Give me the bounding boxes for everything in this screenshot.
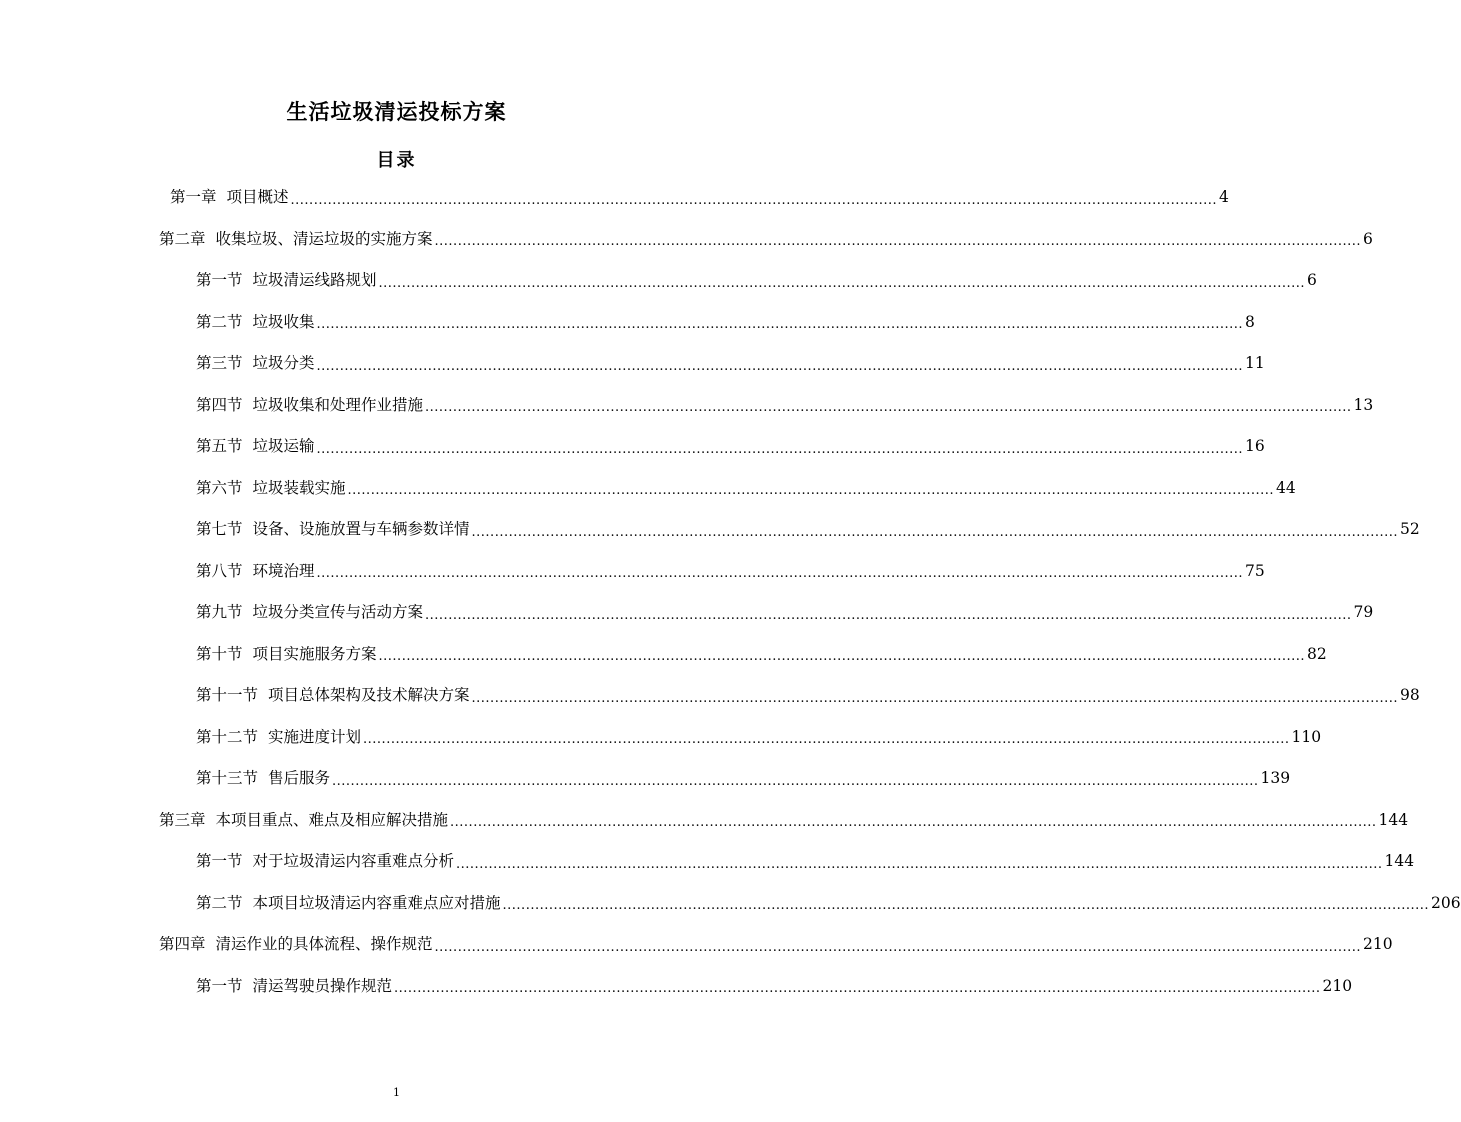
toc-entry[interactable]	[196, 967, 1353, 1007]
toc-entry[interactable]	[159, 220, 1373, 260]
toc-entry[interactable]	[196, 303, 1255, 343]
toc-entry-page: 13	[1353, 395, 1374, 414]
toc-entry[interactable]	[159, 925, 1393, 965]
toc-dot-leader: ........................................................................................................................................................................................................	[425, 400, 1352, 415]
toc-dot-leader: ........................................................................................................................................................................................................	[434, 234, 1361, 249]
toc-dot-leader: ........................................................................................................................................................................................................	[378, 649, 1305, 664]
toc-dot-leader: ........................................................................................................................................................................................................	[290, 192, 1217, 208]
toc-entry-page: 75	[1245, 561, 1265, 580]
toc-dot-leader: ........................................................................................................................................................................................................	[316, 566, 1243, 581]
toc-dot-leader: ........................................................................................................................................................................................................	[394, 981, 1321, 996]
toc-dot-leader: ........................................................................................................................................................................................................	[502, 898, 1429, 913]
toc-entry-page: 210	[1363, 935, 1393, 954]
toc-dot-leader: ........................................................................................................................................................................................................	[332, 773, 1259, 789]
toc-dot-leader: ........................................................................................................................................................................................................	[425, 607, 1352, 623]
toc-entry-number: 第八节	[196, 561, 243, 580]
toc-entry-number: 第二节	[196, 893, 243, 912]
toc-entry-title: 设备、设施放置与车辆参数详情	[252, 520, 470, 539]
toc-entry[interactable]	[196, 552, 1265, 592]
toc-dot-leader: ........................................................................................................................................................................................................	[471, 524, 1398, 540]
toc-entry-number: 第五节	[196, 437, 243, 456]
toc-entry-number: 第一节	[196, 271, 243, 290]
toc-entry[interactable]	[196, 635, 1327, 675]
toc-entry-number: 第十三节	[196, 769, 259, 788]
toc-entry-number: 第七节	[196, 520, 243, 539]
toc-entry-number: 第十节	[196, 644, 243, 663]
toc-entry[interactable]	[159, 801, 1409, 841]
toc-entry-title: 垃圾装载实施	[252, 478, 346, 497]
toc-entry-title: 收集垃圾、清运垃圾的实施方案	[215, 229, 433, 248]
toc-dot-leader: ........................................................................................................................................................................................................	[378, 275, 1305, 291]
toc-entry[interactable]	[196, 842, 1415, 882]
toc-entry-number: 第六节	[196, 478, 243, 497]
toc-entry-page: 11	[1245, 354, 1265, 373]
toc-entry-page: 144	[1384, 852, 1415, 871]
toc-entry-title: 清运驾驶员操作规范	[252, 976, 393, 995]
toc-entry-title: 对于垃圾清运内容重难点分析	[252, 852, 455, 871]
toc-entry-page: 139	[1260, 769, 1291, 788]
toc-entry-number: 第四章	[159, 935, 206, 954]
toc-entry-page: 79	[1353, 603, 1374, 622]
toc-entry-title: 本项目垃圾清运内容重难点应对措施	[252, 893, 501, 912]
toc-entry-page: 16	[1245, 437, 1265, 456]
toc-entry-number: 第一节	[196, 976, 243, 995]
toc-entry[interactable]	[196, 718, 1322, 758]
toc-entry[interactable]	[196, 759, 1291, 799]
toc-entry[interactable]	[196, 261, 1317, 301]
toc-entry[interactable]	[196, 676, 1420, 716]
toc-entry-number: 第十二节	[196, 727, 259, 746]
toc-entry-title: 垃圾运输	[252, 437, 315, 456]
toc-entry-page: 206	[1431, 893, 1461, 912]
toc-dot-leader: ........................................................................................................................................................................................................	[316, 441, 1243, 457]
toc-entry-title: 项目概述	[226, 188, 289, 207]
toc-entry-page: 44	[1276, 478, 1296, 497]
toc-entry[interactable]	[196, 427, 1265, 467]
toc-entry-number: 第十一节	[196, 686, 259, 705]
toc-dot-leader: ........................................................................................................................................................................................................	[434, 939, 1361, 955]
toc-entry-page: 144	[1378, 810, 1409, 829]
toc-dot-leader: ........................................................................................................................................................................................................	[363, 732, 1290, 747]
toc-entry-number: 第一节	[196, 852, 243, 871]
toc-entry[interactable]	[196, 386, 1374, 426]
toc-entry-page: 210	[1322, 976, 1353, 995]
toc-entry[interactable]	[196, 884, 1461, 924]
toc-entry[interactable]	[196, 469, 1296, 509]
toc-entry-title: 垃圾分类	[252, 354, 315, 373]
toc-entry-title: 售后服务	[268, 769, 331, 788]
toc-entry-page: 98	[1400, 686, 1420, 705]
toc-entry-page: 52	[1400, 520, 1420, 539]
toc-entry-number: 第三章	[159, 810, 206, 829]
toc-entry-title: 垃圾清运线路规划	[252, 271, 377, 290]
toc-entry-page: 6	[1307, 271, 1317, 290]
toc-entry-number: 第二节	[196, 312, 243, 331]
toc-entry-title: 本项目重点、难点及相应解决措施	[215, 810, 449, 829]
toc-entry-title: 垃圾分类宣传与活动方案	[252, 603, 424, 622]
toc-entry-title: 垃圾收集	[252, 312, 315, 331]
toc-entry-page: 8	[1245, 312, 1255, 331]
toc-entry-page: 82	[1307, 644, 1327, 663]
toc-heading: 目录	[376, 150, 417, 171]
toc-entry-page: 4	[1219, 188, 1229, 207]
toc-entry-title: 环境治理	[252, 561, 315, 580]
toc-entry[interactable]	[196, 593, 1374, 633]
toc-entry-number: 第三节	[196, 354, 243, 373]
toc-entry-title: 清运作业的具体流程、操作规范	[215, 935, 433, 954]
document-title: 生活垃圾清运投标方案	[286, 100, 507, 124]
toc-entry-title: 实施进度计划	[268, 727, 362, 746]
toc-entry-page: 6	[1363, 229, 1373, 248]
toc-entry[interactable]	[196, 510, 1420, 550]
toc-entry-number: 第九节	[196, 603, 243, 622]
toc-entry-page: 110	[1291, 727, 1322, 746]
toc-dot-leader: ........................................................................................................................................................................................................	[471, 690, 1398, 706]
toc-entry[interactable]	[196, 344, 1265, 384]
toc-dot-leader: ........................................................................................................................................................................................................	[347, 483, 1274, 498]
toc-entry-title: 项目实施服务方案	[252, 644, 377, 663]
toc-entry-title: 项目总体架构及技术解决方案	[268, 686, 470, 705]
page-number: 1	[393, 1086, 400, 1099]
toc-entry-number: 第二章	[159, 229, 206, 248]
toc-entry-number: 第四节	[196, 395, 243, 414]
toc-dot-leader: ........................................................................................................................................................................................................	[450, 815, 1377, 830]
toc-dot-leader: ........................................................................................................................................................................................................	[316, 317, 1243, 332]
toc-dot-leader: ........................................................................................................................................................................................................	[456, 856, 1383, 872]
toc-dot-leader: ........................................................................................................................................................................................................	[316, 358, 1243, 374]
toc-entry[interactable]	[170, 178, 1229, 218]
toc-entry-title: 垃圾收集和处理作业措施	[252, 395, 424, 414]
toc-entry-number: 第一章	[170, 188, 217, 207]
